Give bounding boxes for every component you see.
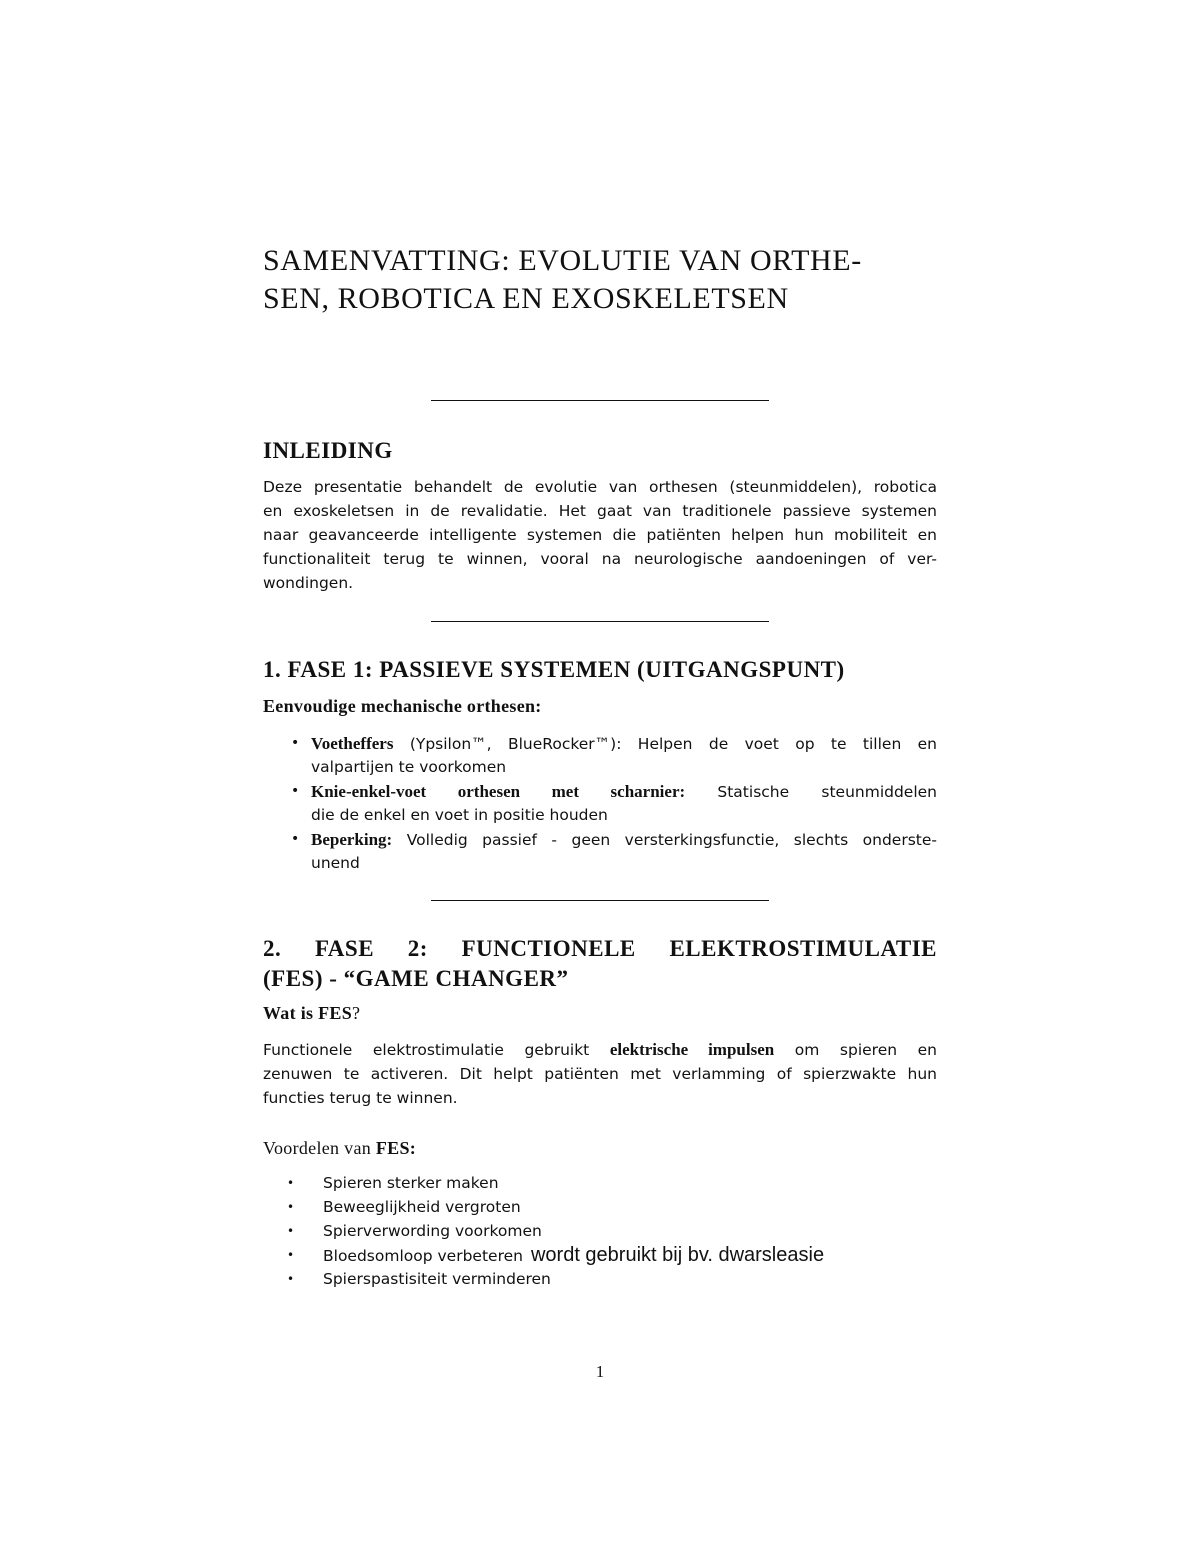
list-item-text: (Ypsilon™, BlueRocker™): Helpen de voet op te tillen en — [393, 735, 937, 753]
bullet-icon: • — [287, 1272, 295, 1286]
fes-paragraph — [263, 1038, 937, 1110]
fes-emphasis: elektrische impulsen — [609, 1040, 775, 1059]
phase1-subheading: Eenvoudige mechanische orthesen: — [263, 696, 542, 716]
list-item-text: Bloedsomloop verbeteren — [323, 1247, 523, 1265]
benefits-heading — [263, 1136, 416, 1160]
fes-paragraph-line: zenuwen te activeren. Dit helpt patiënten met verlamming of spierzwakte hun — [263, 1065, 937, 1083]
list-item — [263, 1244, 937, 1268]
bullet-icon: • — [291, 783, 300, 799]
phase2-heading-line-1: 2. FASE 2: FUNCTIONELE ELEKTROSTIMULATIE — [263, 936, 937, 961]
intro-line: en exoskeletsen in de revalidatie. Het gaat van traditionele passieve systemen — [263, 502, 937, 520]
bullet-icon: • — [287, 1224, 295, 1238]
phase2-heading-line-2: (FES) - “GAME CHANGER” — [263, 966, 569, 991]
list-item — [263, 828, 937, 875]
list-item — [263, 732, 937, 779]
list-item-text: Beweeglijkheid vergroten — [323, 1198, 521, 1216]
benefits-heading-term: FES: — [375, 1138, 417, 1158]
list-item-line — [311, 780, 937, 804]
horizontal-rule — [431, 900, 769, 901]
list-item-term: Beperking: — [311, 830, 393, 849]
list-item-line: unend — [311, 854, 360, 872]
document-page — [263, 0, 937, 1554]
phase1-heading: 1. FASE 1: PASSIEVE SYSTEMEN (UITGANGSPUNT) — [263, 657, 845, 682]
list-item-term: Knie-enkel-voet orthesen met scharnier: — [311, 782, 686, 801]
handwritten-note: wordt gebruikt bij bv. dwarsleasie — [530, 1244, 825, 1266]
bullet-icon: • — [291, 831, 300, 847]
list-item-line — [311, 732, 937, 756]
horizontal-rule — [431, 621, 769, 622]
list-item — [263, 780, 937, 827]
benefits-list — [263, 1172, 937, 1292]
list-item-line — [311, 828, 937, 852]
bullet-icon: • — [287, 1176, 295, 1190]
bullet-icon: • — [287, 1200, 295, 1214]
list-item-text: Volledig passief - geen versterkingsfunctie, slechts onderste- — [392, 831, 937, 849]
list-item-text: Spieren sterker maken — [323, 1174, 499, 1192]
horizontal-rule — [431, 400, 769, 401]
phase1-list — [263, 732, 937, 876]
list-item — [263, 1268, 937, 1292]
intro-line: naar geavanceerde intelligente systemen die patiënten helpen hun mobiliteit en — [263, 526, 937, 544]
what-is-fes-heading-text: Wat is FES — [263, 1003, 353, 1023]
page-number: 1 — [595, 1362, 605, 1381]
list-item-text: Spierspastisiteit verminderen — [323, 1270, 551, 1288]
list-item — [263, 1196, 937, 1220]
document-title — [263, 242, 937, 318]
intro-heading: INLEIDING — [263, 438, 393, 463]
list-item-line: valpartijen te voorkomen — [311, 758, 507, 776]
list-item — [263, 1172, 937, 1196]
fes-paragraph-line: functies terug te winnen. — [263, 1089, 458, 1107]
fes-paragraph-line — [263, 1038, 937, 1062]
intro-paragraph — [263, 475, 937, 595]
intro-line: Deze presentatie behandelt de evolutie van orthesen (steunmiddelen), robotica — [263, 478, 937, 496]
list-item — [263, 1220, 937, 1244]
what-is-fes-heading-mark: ? — [352, 1003, 361, 1023]
list-item-term: Voetheffers — [311, 734, 394, 753]
what-is-fes-heading — [263, 1001, 360, 1025]
list-item-text: Spierverwording voorkomen — [323, 1222, 542, 1240]
intro-line: wondingen. — [263, 574, 354, 592]
bullet-icon: • — [287, 1248, 295, 1262]
fes-text: om spieren en — [774, 1041, 937, 1059]
fes-text: Functionele elektrostimulatie gebruikt — [263, 1041, 610, 1059]
list-item-line: die de enkel en voet in positie houden — [311, 806, 608, 824]
benefits-heading-text: Voordelen van — [263, 1138, 376, 1158]
bullet-icon: • — [291, 735, 300, 751]
intro-line: functionaliteit terug te winnen, vooral na neurologische aandoeningen of ver- — [263, 550, 937, 568]
title-line-2: SEN, ROBOTICA EN EXOSKELETSEN — [263, 282, 789, 315]
title-line-1: SAMENVATTING: EVOLUTIE VAN ORTHE- — [263, 244, 862, 277]
list-item-text: Statische steunmiddelen — [685, 783, 938, 801]
